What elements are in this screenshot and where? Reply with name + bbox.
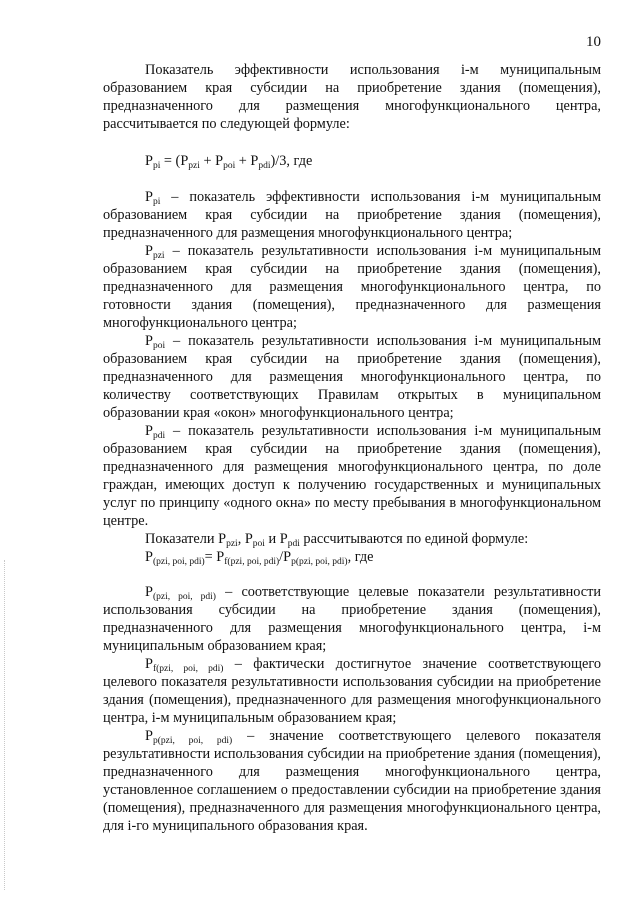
page-number: 10 xyxy=(586,34,601,50)
definition-fact: $P_{f(pzi, poi, pdi)}$ – фактически достигнутое значение соответствующего целевого показателя результативности использования субсидии на приобретение здания (помещения), предназначенного для размещения многофункционального центра, i-м муниципальным образованием края; xyxy=(103,656,601,726)
intro-paragraph: Показатель эффективности использования i-м муниципальным образованием края субсидии на приобретение здания (помещения), предназначенного для размещения многофункционального центра, рассчитывается по следующей формуле: xyxy=(103,62,601,132)
definition-plan: $P_{p(pzi, poi, pdi)}$ – значение соответствующего целевого показателя результативности использования субсидии на приобретение здания (помещения), предназначенного для размещения многофункционального центра, установленное соглашением о предоставлении субсидии на приобретение здания (помещения), предназначенного для размещения многофункционального центра, для i-го муниципального образования края. xyxy=(103,728,601,834)
definition-ppi: $P_{pi}$ – показатель эффективности использования i-м муниципальным образованием края субсидии на приобретение здания (помещения), предназначенного для размещения многофункционального центра; xyxy=(103,189,601,241)
definitions-block-2 xyxy=(103,583,601,835)
indicators-sentence: Показатели $P_{pzi}$, $P_{poi}$ и $P_{pdi}$ рассчитываются по единой формуле: xyxy=(145,531,529,549)
definition-target: $P_{(pzi, poi, pdi)}$ – соответствующие целевые показатели результативности использования субсидии на приобретение здания (помещения), предназначенного для размещения многофункционального центра, i-м муниципальным образованием края; xyxy=(103,584,601,654)
scan-edge-marks xyxy=(4,560,6,890)
definition-ppoi: $P_{poi}$ – показатель результативности использования i-м муниципальным образованием края субсидии на приобретение здания (помещения), предназначенного для размещения многофункционального центра, по количеству соответствующих Правилам открытых в муниципальном образовании края «окон» многофункционального центра; xyxy=(103,333,601,421)
efficiency-formula: $P_{pi} = (P_{pzi} + P_{poi} + P_{pdi})/3$, где xyxy=(145,153,313,171)
definition-ppdi: $P_{pdi}$ – показатель результативности использования i-м муниципальным образованием края субсидии на приобретение здания (помещения), предназначенного для размещения многофункционального центра, по доле граждан, имеющих доступ к получению государственных и муниципальных услуг по принципу «одного окна» по месту пребывания в многофункциональном центре. xyxy=(103,423,601,529)
indicator-formula: $P_{(pzi, poi, pdi)}= P_{f(pzi, poi, pdi)}/P_{p(pzi, poi, pdi)}$, где xyxy=(145,549,374,567)
definition-ppzi: $P_{pzi}$ – показатель результативности использования i-м муниципальным образованием края субсидии на приобретение здания (помещения), предназначенного для размещения многофункционального центра, по готовности здания (помещения), предназначенного для размещения многофункционального центра; xyxy=(103,243,601,331)
definitions-block-1 xyxy=(103,188,601,548)
